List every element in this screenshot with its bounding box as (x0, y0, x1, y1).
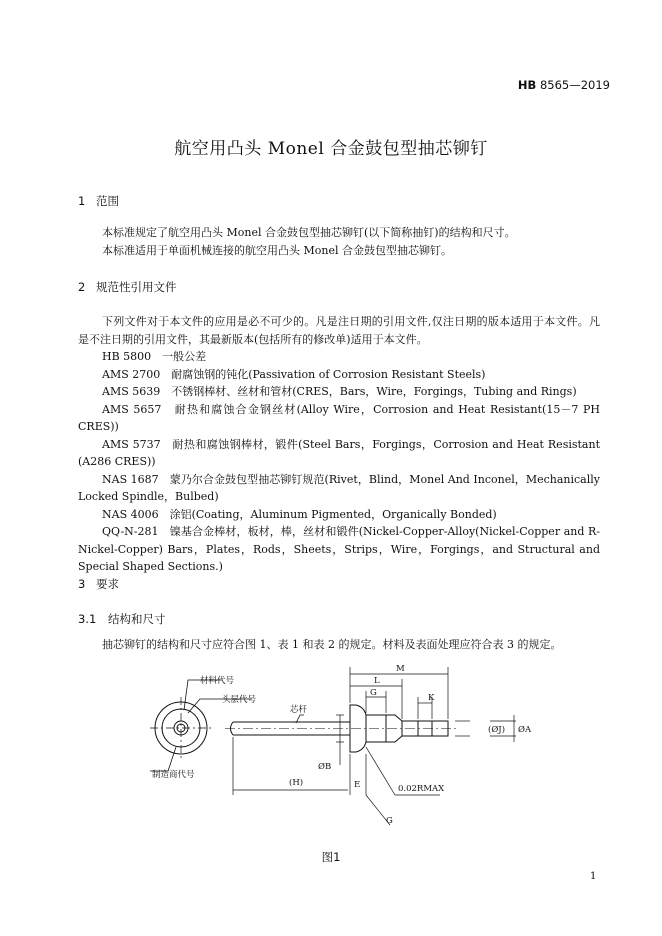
section-1-heading: 1 范围 (78, 194, 119, 208)
reference-item: QQ-N-281 镍基合金棒材，板材，棒，丝材和锻件(Nickel-Copper-Alloy(Nickel-Copper and R-Nickel-Copper) Bars，Plates，Rods，Sheets，Strips，Wire，Forgings，and Structural and Special Shaped Sections.) (78, 525, 600, 573)
label-maker-code: 制造商代号 (152, 770, 195, 780)
section-2-heading: 2 规范性引用文件 (78, 280, 177, 294)
figure-caption: 图1 (321, 850, 341, 864)
references-intro: 下列文件对于本文件的应用是必不可少的。凡是注日期的引用文件,仅注日期的版本适用于本文件。凡是不注日期的引用文件，其最新版本(包括所有的修改单)适用于本文件。 (78, 315, 600, 346)
scope-paragraph-1: 本标准规定了航空用凸头 Monel 合金鼓包型抽芯铆钉(以下简称抽钉)的结构和尺寸。 (102, 226, 516, 239)
dim-G: G (370, 688, 377, 698)
reference-item: AMS 2700 耐腐蚀钢的钝化(Passivation of Corrosion Resistant Steels) (102, 367, 486, 381)
section-3-1-heading: 3.1 结构和尺寸 (78, 612, 166, 626)
label-coating-code: 头层代号 (222, 695, 257, 705)
structure-paragraph: 抽芯铆钉的结构和尺寸应符合图 1、表 1 和表 2 的规定。材料及表面处理应符合表 3 的规定。 (102, 638, 562, 651)
section-3-heading: 3 要求 (78, 577, 119, 591)
rivet-head-end-view (150, 697, 212, 759)
reference-item: HB 5800 一般公差 (102, 350, 207, 363)
dim-M: M (396, 664, 405, 674)
dim-E: E (354, 780, 361, 790)
dim-H: (H) (289, 778, 304, 788)
label-material-code: 材料代号 (200, 676, 235, 686)
section-1-body (78, 224, 600, 259)
section-3-1-body (78, 636, 600, 654)
standard-code: HB 8565—2019 (517, 78, 610, 92)
dim-OB: ØB (318, 762, 332, 772)
reference-item: AMS 5657 耐热和腐蚀合金钢丝材(Alloy Wire，Corrosion and Heat Resistant(15－7 PH CRES)) (78, 402, 600, 433)
dim-G-bottom: G (386, 816, 393, 826)
section-2-body (78, 313, 600, 576)
leader-maker-code (150, 747, 176, 771)
scope-paragraph-2: 本标准适用于单面机械连接的航空用凸头 Monel 合金鼓包型抽芯铆钉。 (102, 243, 452, 257)
rivet-figure (0, 655, 662, 845)
dim-L: L (374, 676, 380, 686)
dim-OJ: (ØJ) (488, 725, 506, 735)
reference-item: NAS 4006 涂铝(Coating，Aluminum Pigmented，Organically Bonded) (102, 507, 497, 521)
label-spindle: 芯杆 (290, 705, 308, 715)
page-title: 航空用凸头 Monel 合金鼓包型抽芯铆钉 (174, 139, 488, 159)
reference-item: AMS 5737 耐热和腐蚀钢棒材，锻件(Steel Bars，Forgings，Corrosion and Heat Resistant (A286 CRES)) (78, 437, 600, 468)
page-number: 1 (590, 871, 597, 882)
reference-item: NAS 1687 蒙乃尔合金鼓包型抽芯铆钉规范(Rivet，Blind，Monel And Inconel，Mechanically Locked Spindle，Bulbed) (78, 472, 600, 503)
reference-item: AMS 5639 不锈钢棒材、丝材和管材(CRES，Bars，Wire，Forgings，Tubing and Rings) (102, 385, 577, 398)
dim-K: K (428, 693, 435, 703)
rivet-side-view (225, 705, 458, 752)
dim-OA: ØA (518, 725, 532, 735)
dim-R: 0.02RMAX (398, 784, 445, 794)
